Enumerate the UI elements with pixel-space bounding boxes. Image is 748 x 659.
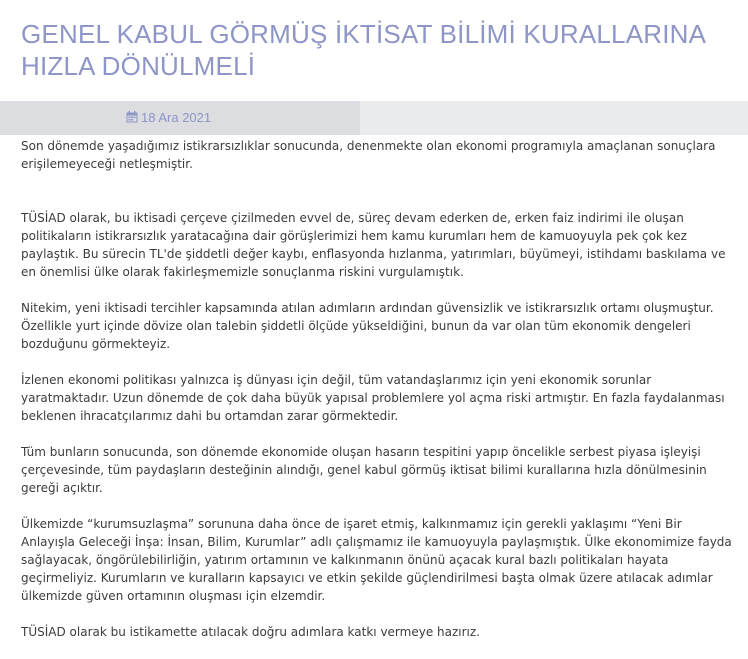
article-paragraph: Ülkemizde “kurumsuzlaşma” sorununa daha önce de işaret etmiş, kalkınmamız için gerekli yaklaşımı “Yeni Bir Anlayışla Geleceği İnşa: İnsan, Bilim, Kurumlar” adlı çalışmamız ile kamuoyuyla paylaşmıştık. Ülke ekonomimize fayda sağlayacak, öngörülebilirliğin, yatırım ortamının ve kalkınmanın önünü açacak kural bazlı politikaları hayata geçirmeliyiz. Kurumların ve kuralların kapsayıcı ve etkin şekilde güçlendirilmesi başta olmak üzere atılacak adımlar ülkemizde güven ortamının oluşması için elzemdir.	[21, 517, 732, 603]
article-paragraph: TÜSİAD olarak, bu iktisadi çerçeve çizilmeden evvel de, süreç devam ederken de, erken faiz indirimi ile oluşan politikaların istikrarsızlık yaratacağına dair görüşlerimizi hem kamu kurumları hem de kamuoyuyla pek çok kez paylaştık. Bu sürecin TL'de şiddetli değer kaybı, enflasyonda hızlanma, yatırımları, büyümeyi, istihdamı baskılama ve en önemlisi ülke olarak fakirleşmemizle sonuçlanma riskini vurgulamıştık.	[21, 211, 726, 279]
article-date	[126, 101, 211, 135]
article-meta-bar	[0, 101, 748, 135]
article-paragraph: TÜSİAD olarak bu istikamette atılacak doğru adımlara katkı vermeye hazırız.	[21, 625, 480, 639]
article-body	[21, 137, 733, 659]
article-paragraph: Tüm bunların sonucunda, son dönemde ekonomide oluşan hasarın tespitini yapıp öncelikle serbest piyasa işleyişi çerçevesinde, tüm paydaşların desteğinin alındığı, genel kabul görmüş iktisat bilimi kurallarına hızla dönülmesinin gereği açıktır.	[21, 445, 707, 495]
article-paragraph: Son dönemde yaşadığımız istikrarsızlıklar sonucunda, denenmekte olan ekonomi programıyla amaçlanan sonuçlara erişilemeyeceği netleşmiştir.	[21, 139, 716, 171]
article-paragraph: Nitekim, yeni iktisadi tercihler kapsamında atılan adımların ardından güvensizlik ve istikrarsızlık ortamı oluşmuştur. Özellikle yurt içinde dövize olan talebin şiddetli ölçüde yükseldiğini, bunun da var olan tüm ekonomik dengeleri bozduğunu görmekteyiz.	[21, 301, 714, 351]
article-date-cell	[0, 101, 360, 135]
article-paragraph: İzlenen ekonomi politikası yalnızca iş dünyası için değil, tüm vatandaşlarımız için yeni ekonomik sorunlar yaratmaktadır. Uzun dönemde de çok daha büyük yapısal problemlere yol açma riski artmıştır. En fazla faydalanması beklenen ihracatçılarımız dahi bu ortamdan zarar görmektedir.	[21, 373, 725, 423]
calendar-icon	[126, 111, 138, 123]
article-title: GENEL KABUL GÖRMÜŞ İKTİSAT BİLİMİ KURALLARINA HIZLA DÖNÜLMELİ	[21, 19, 705, 81]
article-date-text: 18 Ara 2021	[141, 110, 212, 125]
